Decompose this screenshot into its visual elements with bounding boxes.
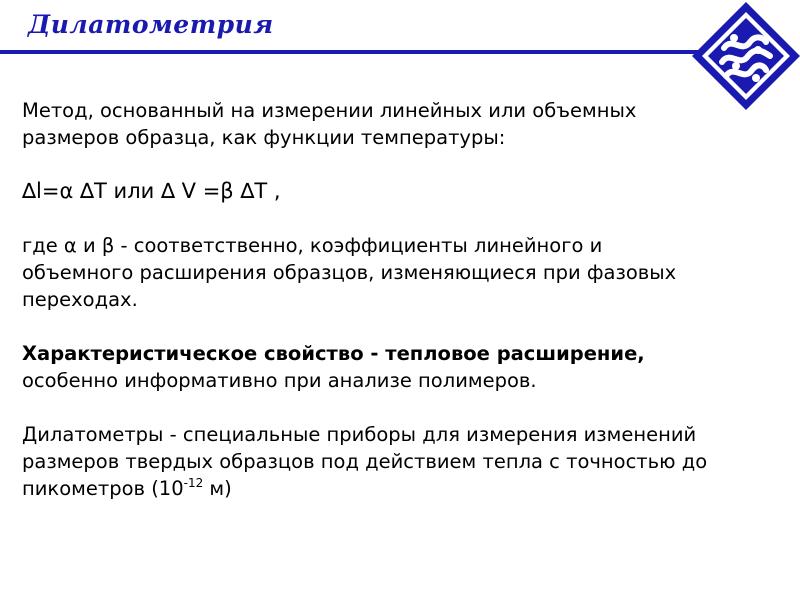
expansion-formula: ∆l=α ∆T или ∆ V =β ∆T , xyxy=(22,179,281,203)
where-line-1: где α и β - соответственно, коэффициенты линейного и xyxy=(22,234,603,257)
where-line-3: переходах. xyxy=(22,288,138,311)
dilatometer-line-3 xyxy=(22,475,792,502)
title-underline xyxy=(0,50,700,54)
dilatometer-line-3-prefix: пикометров (10 xyxy=(22,477,184,500)
slide-content xyxy=(22,97,792,502)
where-line-2: объемного расширения образцов, изменяющиеся при фазовых xyxy=(22,261,677,284)
page-title: Дилатометрия xyxy=(28,10,274,39)
definition-line-1: Метод, основанный на измерении линейных или объемных xyxy=(22,99,637,122)
definition-line-2: размеров образца, как функции температуры: xyxy=(22,126,506,149)
dilatometer-line-2: размеров твердых образцов под действием тепла с точностью до xyxy=(22,450,708,473)
exponent: -12 xyxy=(183,475,204,490)
diamond-logo-icon xyxy=(690,0,800,112)
dilatometer-line-1: Дилатометры - специальные приборы для измерения изменений xyxy=(22,423,697,446)
dilatometer-line-3-suffix: м) xyxy=(203,477,232,500)
property-description: особенно информативно при анализе полимеров. xyxy=(22,369,537,392)
property-heading: Характеристическое свойство - тепловое расширение, xyxy=(22,342,645,365)
